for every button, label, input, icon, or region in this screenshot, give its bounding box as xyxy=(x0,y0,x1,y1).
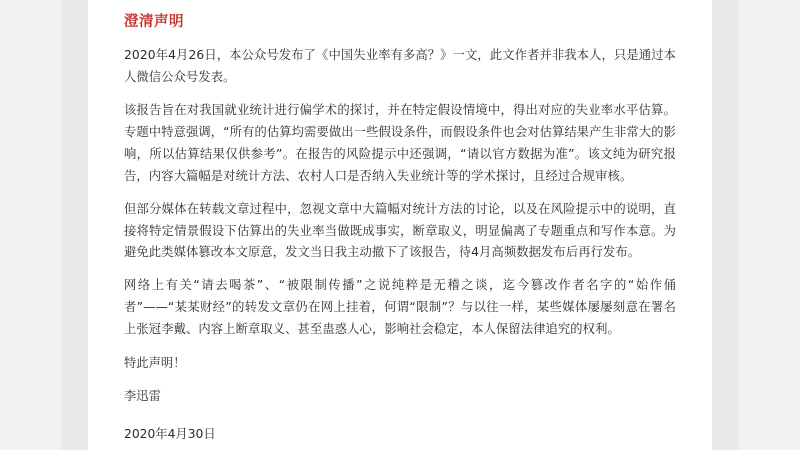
letterbox-right-inner xyxy=(712,0,738,450)
letterbox-left-inner xyxy=(62,0,88,450)
document-title: 澄清声明 xyxy=(124,14,184,30)
document-date: 2020年4月30日 xyxy=(124,426,216,441)
document-paragraph: 网络上有关“请去喝茶”、“被限制传播”之说纯粹是无稽之谈，迄今篡改作者名字的“始作俑者”——“某某财经”的转发文章仍在网上挂着，何谓“限制”？与以往一样，某些媒体屡屡刻意在署名上张冠李戴、内容上断章取义、甚至蛊惑人心，影响社会稳定，本人保留法律追究的权利。 xyxy=(124,278,676,337)
document-author: 李迅雷 xyxy=(124,388,161,403)
document-paragraph: 但部分媒体在转载文章过程中，忽视文章中大篇幅对统计方法的讨论，以及在风险提示中的说明，直接将特定情景假设下估算出的失业率当做既成事实，断章取义，明显偏离了专题重点和写作本意。为避免此类媒体篡改本文原意，发文当日我主动撤下了该报告，待4月高频数据发布后再行发布。 xyxy=(124,201,676,260)
letterbox-right xyxy=(712,0,800,450)
document-page xyxy=(88,0,712,450)
document-paragraph: 该报告旨在对我国就业统计进行偏学术的探讨，并在特定假设情境中，得出对应的失业率水平估算。专题中特意强调，“所有的估算均需要做出一些假设条件，而假设条件也会对估算结果产生非常大的影响，所以估算结果仅供参考”。在报告的风险提示中还强调，“请以官方数据为准”。该文纯为研究报告，内容大篇幅是对统计方法、农村人口是否纳入失业统计等的学术探讨，且经过合规审核。 xyxy=(124,103,676,183)
letterbox-left xyxy=(0,0,88,450)
document-paragraph: 2020年4月26日，本公众号发布了《中国失业率有多高？》一文，此文作者并非我本人，只是通过本人微信公众号发表。 xyxy=(124,48,676,85)
document-signoff: 特此声明！ xyxy=(124,355,186,370)
